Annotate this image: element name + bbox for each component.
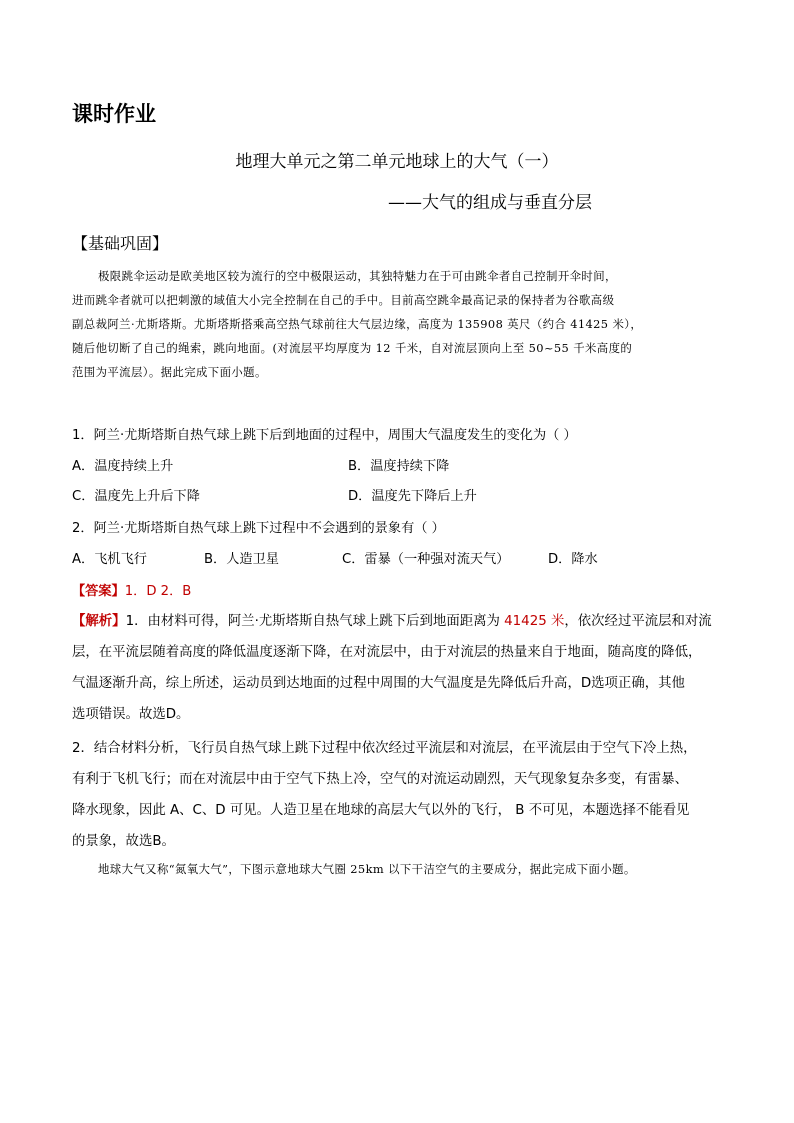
passage-line: 极限跳伞运动是欧美地区较为流行的空中极限运动，其独特魅力在于可由跳伞者自己控制开伞时间， <box>98 269 617 283</box>
analysis-line: 层，在平流层随着高度的降低温度逐渐下降，在对流层中，由于对流层的热量来自于地面，随高度的降低， <box>72 645 702 660</box>
analysis-highlight: 41425 米 <box>504 614 565 629</box>
analysis-text: ，依次经过平流层和对流 <box>564 614 712 629</box>
passage-line: 随后他切断了自己的绳索，跳向地面。(对流层平均厚度为 12 千米，自对流层顶向上至 50~55 千米高度的 <box>72 341 633 355</box>
question-1-option-c: C．温度先上升后下降 <box>72 489 200 504</box>
passage-line: 副总裁阿兰·尤斯塔斯。尤斯塔斯搭乘高空热气球前往大气层边缘，高度为 135908 英尺（约合 41425 米）， <box>72 317 643 331</box>
question-1-option-d: D．温度先下降后上升 <box>348 489 477 504</box>
passage-line: 进而跳伞者就可以把刺激的域值大小完全控制在自己的手中。目前高空跳伞最高记录的保持者为谷歌高级 <box>72 293 615 307</box>
analysis-line: 的景象，故选B。 <box>72 834 175 849</box>
answer-line <box>72 580 191 599</box>
answer-text: 1．D 2．B <box>124 584 192 599</box>
question-2-stem: 2．阿兰·尤斯塔斯自热气球上跳下过程中不会遇到的景象有（ ） <box>72 521 445 536</box>
page-title: 课时作业 <box>72 102 156 126</box>
passage-line: 范围为平流层）。据此完成下面小题。 <box>72 365 267 379</box>
reading-passage-2 <box>72 857 720 881</box>
analysis-tag: 【解析】 <box>72 614 126 629</box>
analysis-line: 有利于飞机飞行；而在对流层中由于空气下热上冷，空气的对流运动剧烈，天气现象复杂多变，有雷暴、 <box>72 772 688 787</box>
analysis-text: 2．结合材料分析，飞行员自热气球上跳下过程中依次经过平流层和对流层，在平流层由于空气下冷上热， <box>72 741 697 756</box>
question-2-option-d: D．降水 <box>548 552 598 567</box>
analysis-text: 1．由材料可得，阿兰·尤斯塔斯自热气球上跳下后到地面距离为 <box>125 614 505 629</box>
question-1-stem: 1．阿兰·尤斯塔斯自热气球上跳下后到地面的过程中，周围大气温度发生的变化为（ ） <box>72 428 577 443</box>
analysis-line <box>72 606 730 637</box>
question-2-option-b: B．人造卫星 <box>204 552 279 567</box>
question-1-option-b: B．温度持续下降 <box>348 459 450 474</box>
analysis-part-1 <box>72 606 730 730</box>
analysis-line: 气温逐渐升高，综上所述，运动员到达地面的过程中周围的大气温度是先降低后升高，D选项正确，其他 <box>72 676 685 691</box>
question-2-option-a: A．飞机飞行 <box>72 552 147 567</box>
section-heading: 【基础巩固】 <box>72 234 169 253</box>
question-2-option-c: C．雷暴（一种强对流天气） <box>342 552 510 567</box>
question-1-option-a: A．温度持续上升 <box>72 459 174 474</box>
passage-line: 地球大气又称“氮氧大气”，下图示意地球大气圈 25km 以下干洁空气的主要成分，据此完成下面小题。 <box>98 862 636 876</box>
analysis-line <box>72 733 730 764</box>
analysis-part-2 <box>72 733 730 857</box>
reading-passage <box>72 264 720 384</box>
analysis-line: 选项错误。故选D。 <box>72 707 190 722</box>
analysis-line: 降水现象，因此 A、C、D 可见。人造卫星在地球的高层大气以外的飞行， B 不可见，本题选择不能看见 <box>72 803 690 818</box>
answer-tag: 【答案】 <box>72 584 125 599</box>
question-2-options <box>72 548 598 567</box>
unit-subtitle: 地理大单元之第二单元地球上的大气（一） <box>235 152 559 172</box>
lesson-subtitle: ——大气的组成与垂直分层 <box>388 193 592 213</box>
